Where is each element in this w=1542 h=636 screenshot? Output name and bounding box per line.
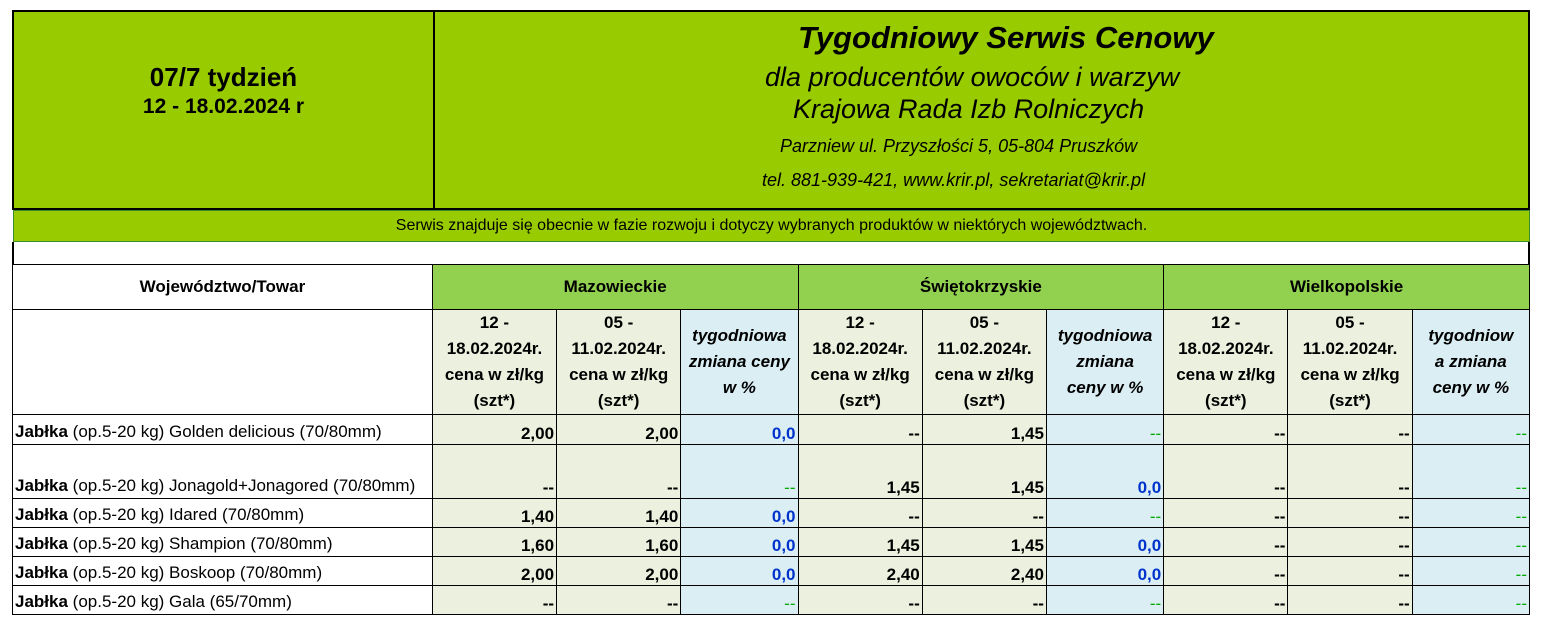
week-box: [14, 12, 435, 208]
price-column-header: [432, 310, 556, 415]
weekly-change-column-header: [1046, 310, 1163, 415]
product-description: (op.5-20 kg) Boskoop (70/80mm): [67, 563, 323, 582]
column-header-line: (szt*): [839, 391, 881, 410]
price-column-header: [557, 310, 681, 415]
column-header-line: ceny w %: [1432, 378, 1510, 397]
price-cell: --: [1288, 557, 1412, 586]
price-cell: --: [798, 499, 922, 528]
product-label: [13, 415, 433, 445]
price-cell: --: [1164, 586, 1288, 615]
price-cell: 2,00: [432, 557, 556, 586]
column-header-line: cena w zł/kg: [1176, 365, 1276, 384]
column-header-line: zmiana ceny: [688, 352, 790, 371]
weekly-change-cell: 0,0: [1046, 528, 1163, 557]
price-cell: --: [1288, 528, 1412, 557]
spacer-row: [12, 242, 1530, 266]
weekly-change-cell: --: [1046, 499, 1163, 528]
region-header-row: [13, 265, 1530, 310]
column-header-line: tygodniow: [1428, 326, 1514, 345]
column-header-line: (szt*): [1205, 391, 1247, 410]
product-name: Jabłka: [15, 476, 68, 495]
development-notice: Serwis znajduje się obecnie w fazie rozwoju i dotyczy wybranych produktów w niektórych województwach.: [13, 210, 1530, 242]
price-cell: 2,00: [557, 557, 681, 586]
price-cell: --: [1288, 586, 1412, 615]
price-cell: --: [1164, 415, 1288, 445]
column-header-line: 11.02.2024r.: [1302, 339, 1398, 358]
weekly-change-cell: --: [681, 586, 798, 615]
region-header-swietokrzyskie: Świętokrzyskie: [798, 265, 1164, 310]
price-cell: 2,00: [432, 415, 556, 445]
weekly-change-column-header: [1412, 310, 1529, 415]
label-column-header: Województwo/Towar: [13, 265, 433, 310]
column-header-line: 12 -: [1211, 313, 1241, 332]
column-header-line: cena w zł/kg: [934, 365, 1034, 384]
table-row: [13, 445, 1530, 499]
column-header-line: 12 -: [479, 313, 510, 332]
weekly-change-cell: --: [1412, 499, 1529, 528]
column-header-line: 18.02.2024r.: [812, 339, 908, 358]
price-cell: --: [922, 499, 1046, 528]
weekly-change-cell: 0,0: [681, 415, 798, 445]
product-label: [13, 528, 433, 557]
product-name: Jabłka: [15, 422, 68, 441]
price-cell: --: [1164, 445, 1288, 499]
price-cell: 2,40: [922, 557, 1046, 586]
product-label: [13, 586, 433, 615]
weekly-change-cell: 0,0: [681, 557, 798, 586]
week-title: 07/7 tydzień: [149, 62, 298, 92]
price-cell: --: [1164, 528, 1288, 557]
column-header-line: cena w zł/kg: [810, 365, 910, 384]
column-header-line: ceny w %: [1066, 378, 1144, 397]
service-subtitle: dla producentów owoców i warzyw: [765, 62, 1180, 92]
weekly-change-cell: --: [1412, 445, 1529, 499]
column-header-line: 05 -: [969, 313, 999, 332]
column-header-line: (szt*): [963, 391, 1006, 410]
price-cell: 1,45: [922, 528, 1046, 557]
organization-name: Krajowa Rada Izb Rolniczych: [793, 94, 1145, 124]
price-cell: --: [922, 586, 1046, 615]
price-column-header: [1288, 310, 1412, 415]
weekly-change-column-header: [681, 310, 798, 415]
region-header-wielkopolskie: Wielkopolskie: [1164, 265, 1530, 310]
price-cell: --: [432, 586, 556, 615]
table-row: [13, 528, 1530, 557]
product-name: Jabłka: [15, 563, 68, 582]
table-row: [13, 415, 1530, 445]
weekly-change-cell: --: [1412, 528, 1529, 557]
weekly-change-cell: --: [1412, 586, 1529, 615]
product-description: (op.5-20 kg) Gala (65/70mm): [67, 592, 292, 611]
weekly-change-cell: --: [1046, 415, 1163, 445]
price-cell: 1,40: [557, 499, 681, 528]
weekly-change-cell: 0,0: [1046, 557, 1163, 586]
price-cell: --: [798, 586, 922, 615]
price-cell: --: [1288, 499, 1412, 528]
weekly-change-cell: 0,0: [681, 528, 798, 557]
column-subheader-row: [13, 310, 1530, 415]
weekly-change-cell: 0,0: [1046, 445, 1163, 499]
column-header-line: cena w zł/kg: [569, 365, 669, 384]
weekly-change-cell: --: [1412, 557, 1529, 586]
price-cell: --: [557, 586, 681, 615]
price-cell: --: [1164, 557, 1288, 586]
price-cell: --: [1288, 445, 1412, 499]
table-row: [13, 499, 1530, 528]
price-cell: --: [798, 415, 922, 445]
price-table: [12, 264, 1530, 615]
product-description: (op.5-20 kg) Shampion (70/80mm): [67, 534, 333, 553]
region-header-mazowieckie: Mazowieckie: [432, 265, 798, 310]
organization-address: Parzniew ul. Przyszłości 5, 05-804 Pruszków: [780, 136, 1138, 156]
column-header-line: a zmiana: [1434, 352, 1507, 371]
column-header-line: 11.02.2024r.: [571, 339, 666, 358]
product-name: Jabłka: [15, 534, 68, 553]
price-cell: 1,45: [922, 445, 1046, 499]
column-header-line: 05 -: [604, 313, 634, 332]
column-header-line: 18.02.2024r.: [1178, 339, 1274, 358]
product-description: (op.5-20 kg) Golden delicious (70/80mm): [67, 422, 382, 441]
report-header: [12, 10, 1530, 210]
column-header-line: 12 -: [845, 313, 875, 332]
column-header-line: 05 -: [1335, 313, 1365, 332]
price-cell: 1,60: [557, 528, 681, 557]
price-cell: 2,40: [798, 557, 922, 586]
column-header-line: tygodniowa: [1057, 326, 1153, 345]
weekly-change-cell: --: [681, 445, 798, 499]
organization-contact: tel. 881-939-421, www.krir.pl, sekretariat@krir.pl: [762, 170, 1146, 190]
column-header-line: 11.02.2024r.: [937, 339, 1032, 358]
week-dates: 12 - 18.02.2024 r: [142, 95, 305, 118]
weekly-change-cell: --: [1412, 415, 1529, 445]
service-info: [435, 12, 1528, 208]
product-name: Jabłka: [15, 592, 68, 611]
price-column-header: [798, 310, 922, 415]
price-column-header: [1164, 310, 1288, 415]
weekly-change-cell: 0,0: [681, 499, 798, 528]
weekly-change-cell: --: [1046, 586, 1163, 615]
column-header-line: cena w zł/kg: [444, 365, 545, 384]
price-cell: 1,45: [798, 445, 922, 499]
price-cell: 1,40: [432, 499, 556, 528]
table-row: [13, 557, 1530, 586]
price-cell: 1,45: [922, 415, 1046, 445]
column-header-line: 18.02.2024r.: [446, 339, 543, 358]
price-cell: --: [1164, 499, 1288, 528]
column-header-line: (szt*): [1329, 391, 1371, 410]
column-header-line: (szt*): [473, 391, 516, 410]
price-cell: --: [557, 445, 681, 499]
price-cell: 1,60: [432, 528, 556, 557]
product-label: [13, 557, 433, 586]
column-header-line: tygodniowa: [692, 326, 787, 345]
price-cell: --: [432, 445, 556, 499]
price-cell: --: [1288, 415, 1412, 445]
price-column-header: [922, 310, 1046, 415]
product-description: (op.5-20 kg) Jonagold+Jonagored (70/80mm): [67, 476, 416, 495]
product-label: [13, 445, 433, 499]
product-label: [13, 499, 433, 528]
price-cell: 1,45: [798, 528, 922, 557]
column-header-line: zmiana: [1076, 352, 1134, 371]
product-name: Jabłka: [15, 505, 68, 524]
column-header-line: (szt*): [597, 391, 640, 410]
price-cell: 2,00: [557, 415, 681, 445]
column-header-line: cena w zł/kg: [1300, 365, 1400, 384]
label-column-subheader: [13, 310, 433, 415]
column-header-line: w %: [722, 378, 756, 397]
service-title: Tygodniowy Serwis Cenowy: [798, 20, 1214, 55]
table-row: [13, 586, 1530, 615]
product-description: (op.5-20 kg) Idared (70/80mm): [67, 505, 305, 524]
